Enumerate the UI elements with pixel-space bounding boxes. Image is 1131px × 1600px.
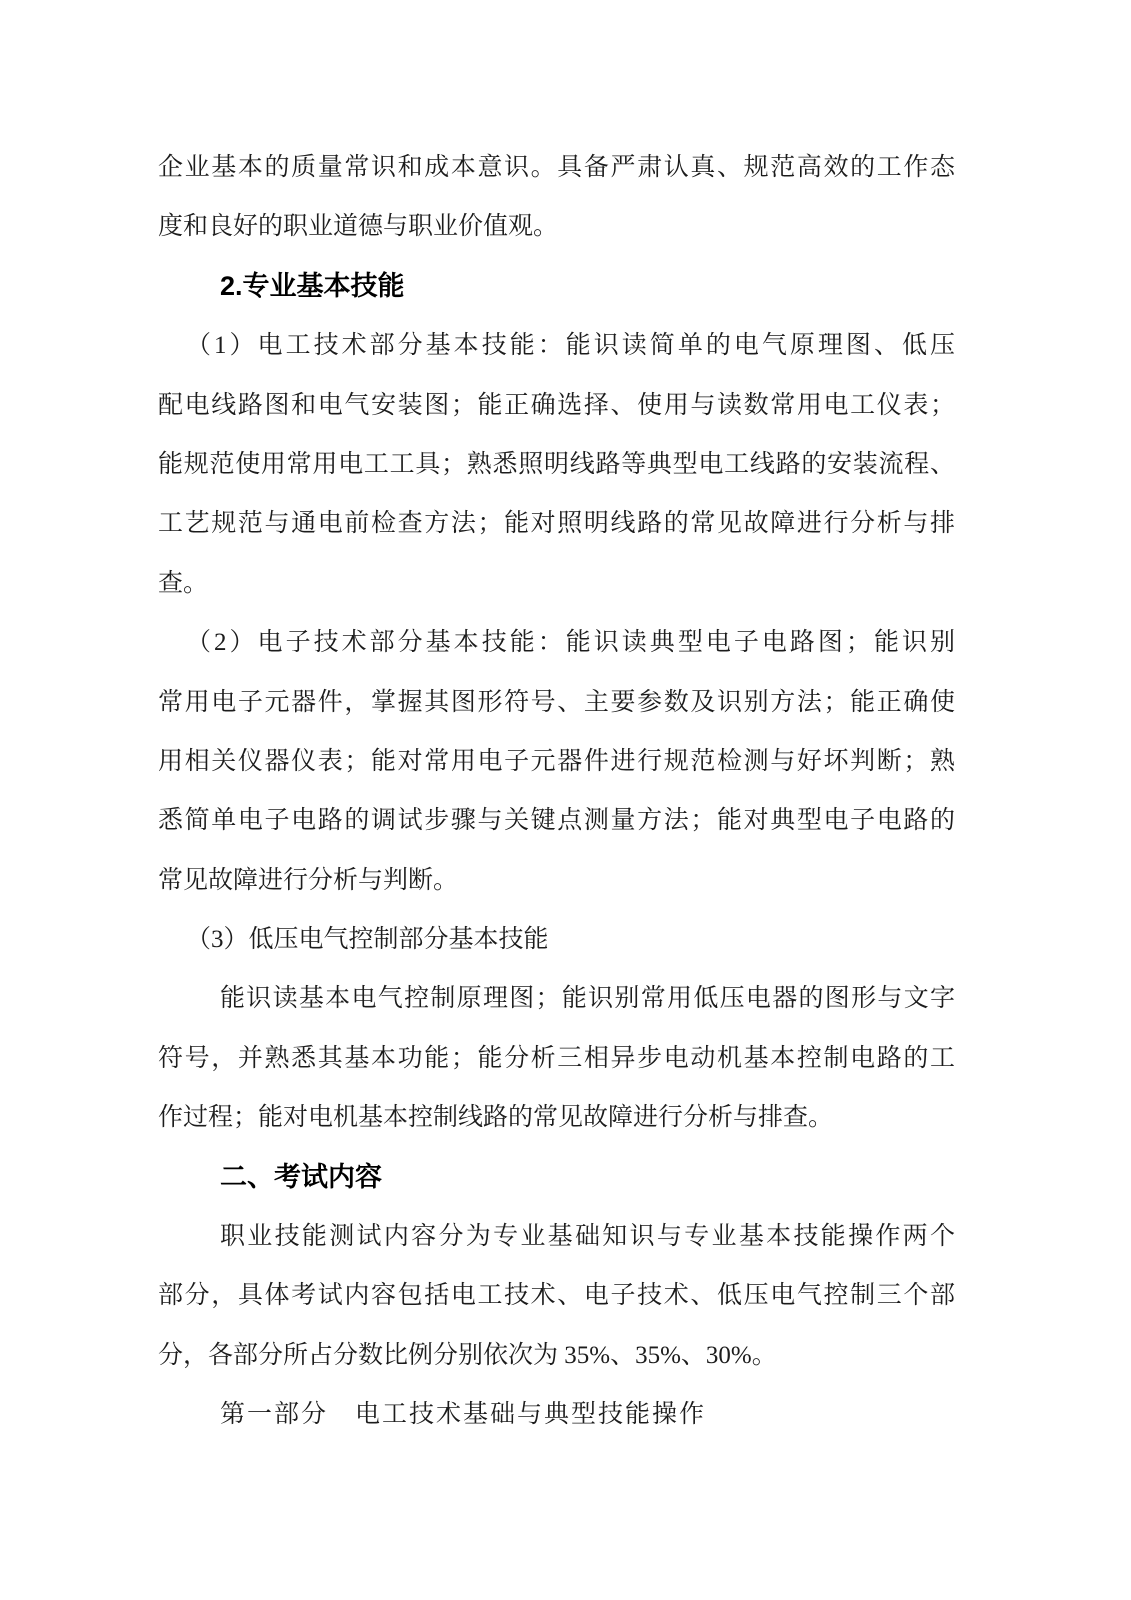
text-line: 常用电子元器件，掌握其图形符号、主要参数及识别方法；能正确使 <box>158 688 955 716</box>
heading-exam-content: 二、考试内容 <box>220 1161 382 1192</box>
document-body <box>158 138 955 1445</box>
text-line: 符号，并熟悉其基本功能；能分析三相异步电动机基本控制电路的工 <box>158 1044 955 1072</box>
text-line: （3）低压电气控制部分基本技能 <box>186 926 549 954</box>
text-line: 企业基本的质量常识和成本意识。具备严肃认真、规范高效的工作态 <box>158 154 955 181</box>
text-line: 悉简单电子电路的调试步骤与关键点测量方法；能对典型电子电路的 <box>158 807 955 835</box>
text-line: 部分，具体考试内容包括电工技术、电子技术、低压电气控制三个部 <box>158 1282 955 1310</box>
text-line: （1）电工技术部分基本技能：能识读简单的电气原理图、低压 <box>186 332 955 360</box>
text-line: 作过程；能对电机基本控制线路的常见故障进行分析与排查。 <box>158 1104 834 1132</box>
text-line: 查。 <box>158 569 209 597</box>
text-line: 度和良好的职业道德与职业价值观。 <box>158 213 559 241</box>
heading-part-one: 第一部分 电工技术基础与典型技能操作 <box>220 1401 707 1429</box>
text-line: （2）电子技术部分基本技能：能识读典型电子电路图；能识别 <box>186 629 955 657</box>
text-line: 配电线路图和电气安装图；能正确选择、使用与读数常用电工仪表； <box>158 391 955 419</box>
text-line: 常见故障进行分析与判断。 <box>158 866 459 894</box>
text-line: 用相关仪器仪表；能对常用电子元器件进行规范检测与好坏判断；熟 <box>158 747 955 775</box>
text-line: 能识读基本电气控制原理图；能识别常用低压电器的图形与文字 <box>220 985 955 1013</box>
text-line: 职业技能测试内容分为专业基础知识与专业基本技能操作两个 <box>220 1223 955 1251</box>
heading-professional-basic-skills: 2.专业基本技能 <box>220 270 405 301</box>
text-line: 分，各部分所占分数比例分别依次为 35%、35%、30%。 <box>158 1341 777 1369</box>
text-line: 工艺规范与通电前检查方法；能对照明线路的常见故障进行分析与排 <box>158 510 955 538</box>
text-line: 能规范使用常用电工工具；熟悉照明线路等典型电工线路的安装流程、 <box>158 450 955 478</box>
